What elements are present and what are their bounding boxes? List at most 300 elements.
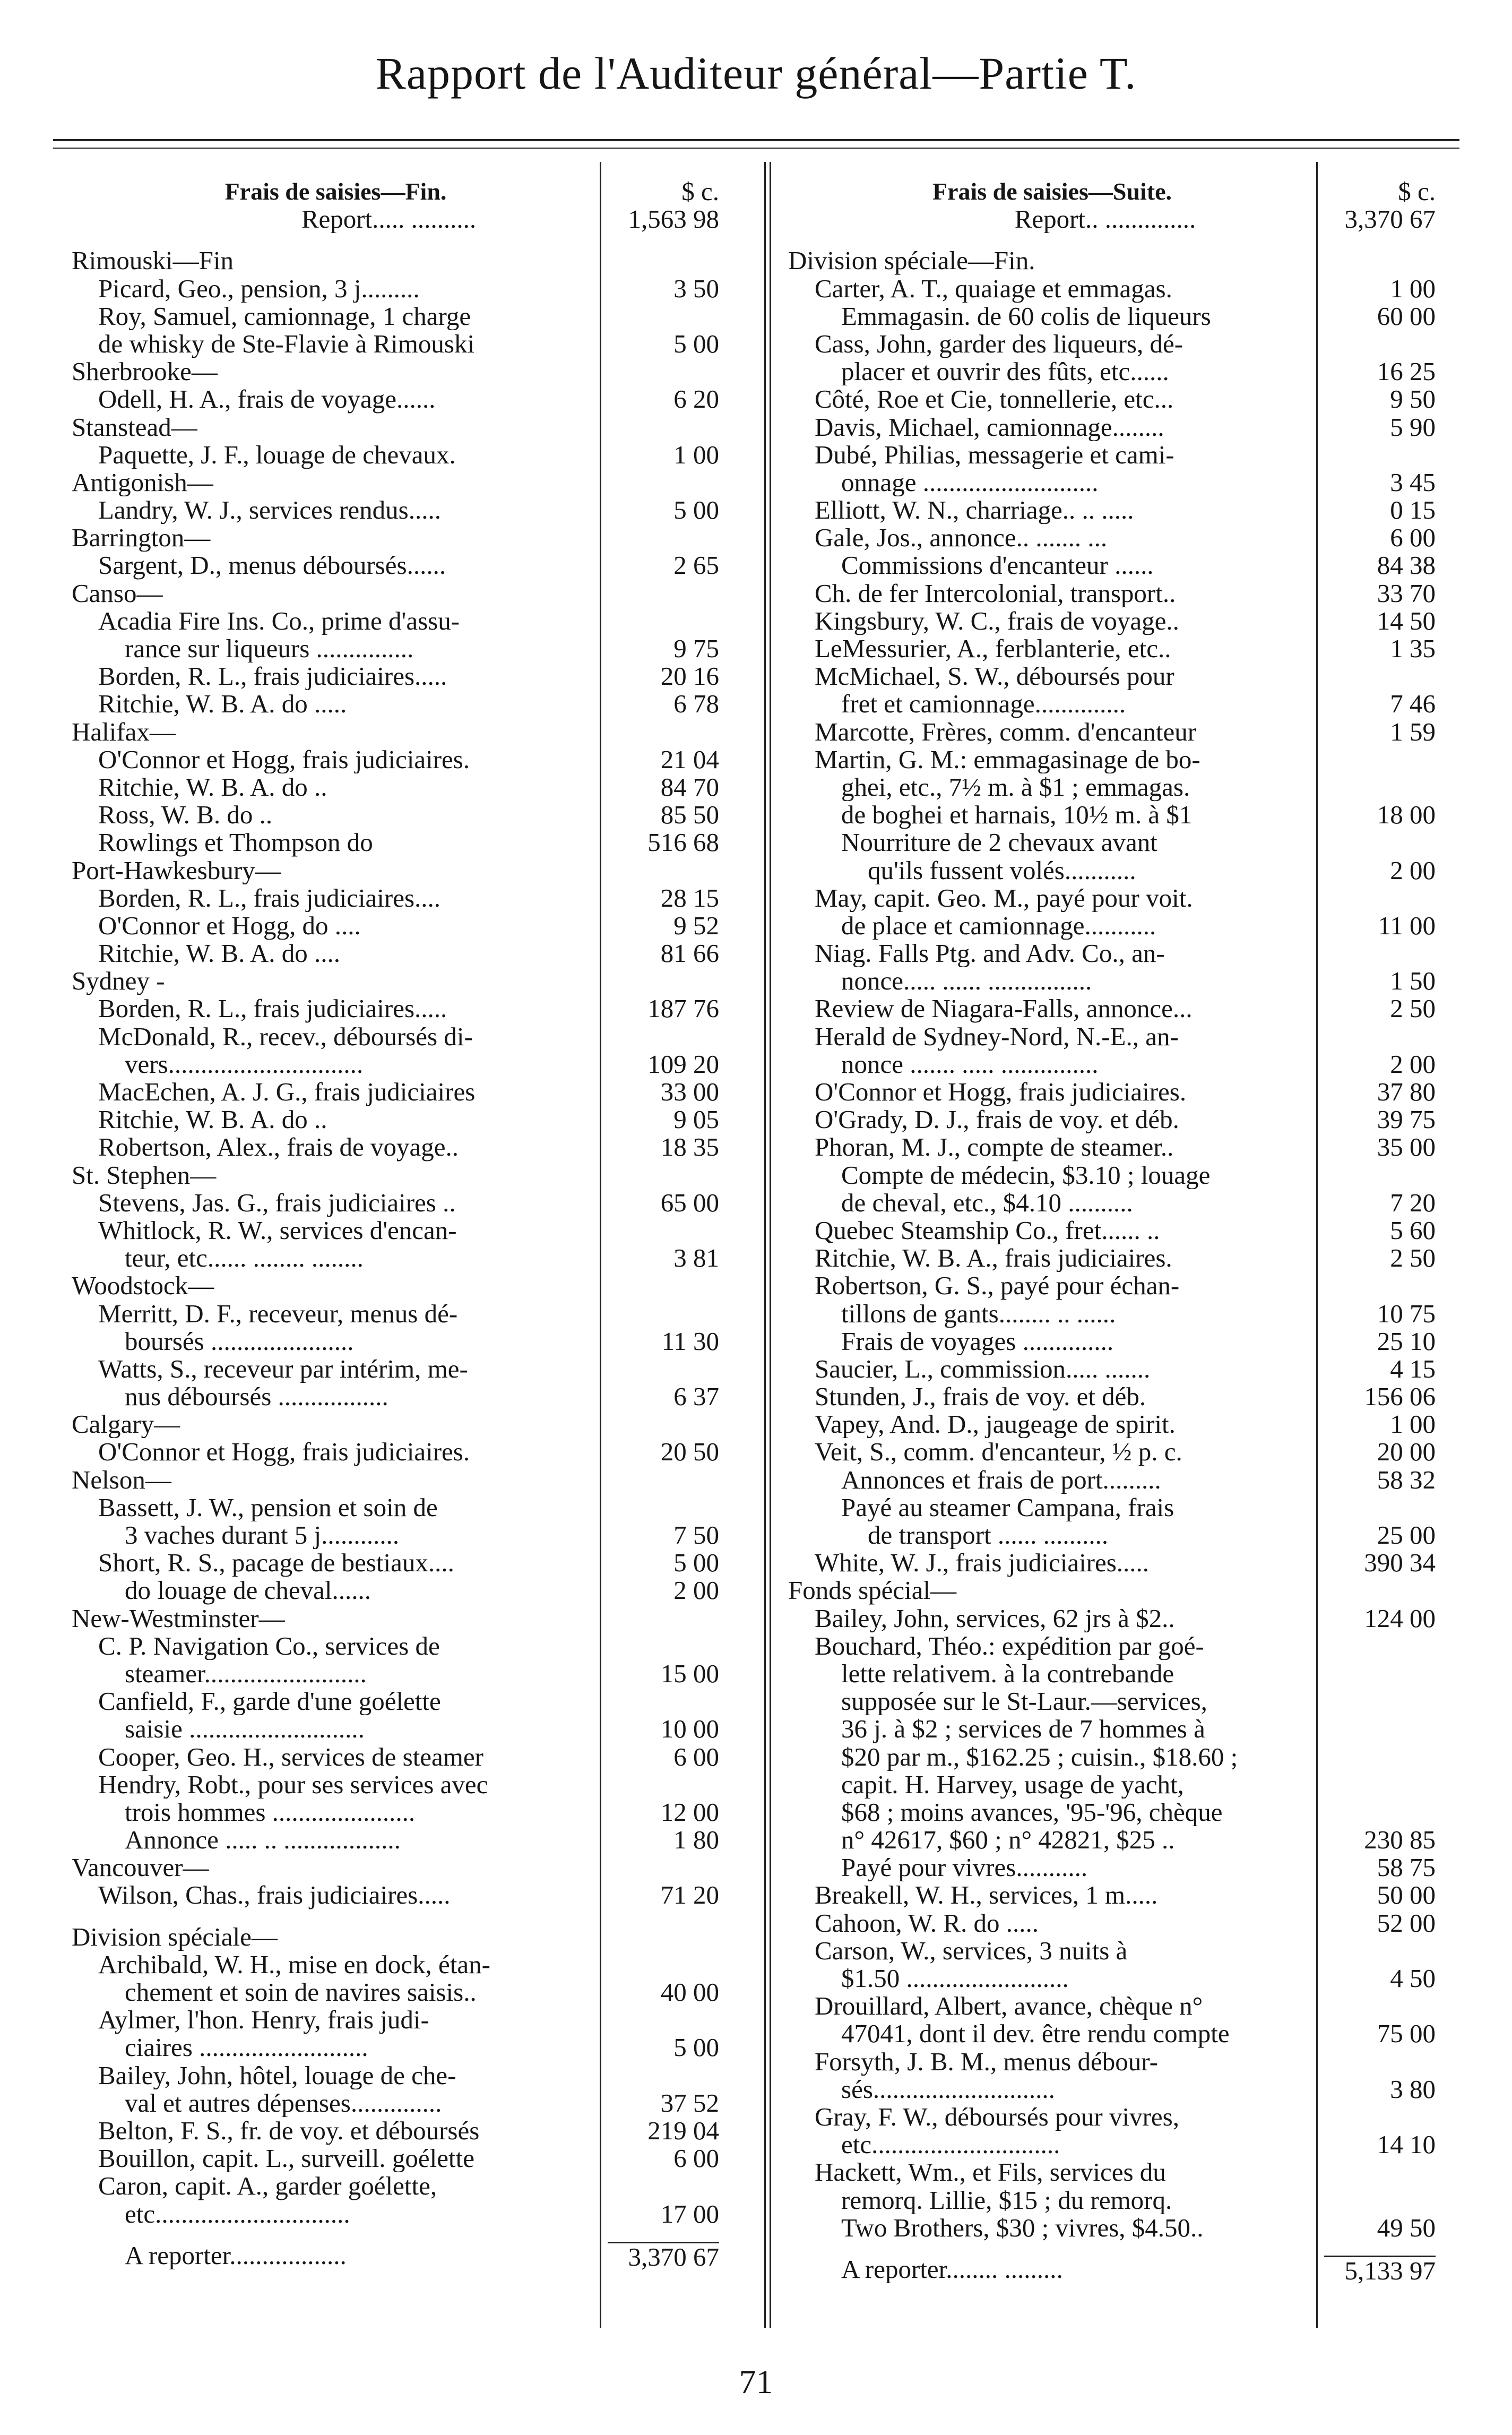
right-ledger-row bbox=[788, 1799, 1465, 1826]
left-ledger-row bbox=[72, 1688, 748, 1715]
entry-amount: 33 70 bbox=[1377, 578, 1436, 608]
right-ledger-row bbox=[788, 995, 1465, 1022]
left-ledger-row bbox=[72, 1023, 748, 1051]
entry-description: Stevens, Jas. G., frais judiciaires .. bbox=[98, 1189, 456, 1217]
entry-description: Frais de voyages .............. bbox=[841, 1327, 1114, 1355]
right-ledger-row bbox=[788, 303, 1465, 330]
entry-amount: 5 00 bbox=[673, 2033, 719, 2062]
right-ledger-row bbox=[788, 1161, 1465, 1189]
entry-description: Payé au steamer Campana, frais bbox=[841, 1493, 1174, 1522]
left-ledger-rows bbox=[72, 205, 748, 2269]
entry-amount: 6 78 bbox=[673, 689, 719, 719]
entry-amount: 109 20 bbox=[647, 1049, 719, 1079]
left-ledger-row bbox=[72, 1051, 748, 1078]
right-ledger-row bbox=[788, 275, 1465, 303]
right-ledger-row bbox=[788, 1078, 1465, 1106]
right-ledger-row bbox=[788, 1632, 1465, 1660]
entry-amount: 1 00 bbox=[1390, 1409, 1436, 1439]
right-ledger-row bbox=[788, 1992, 1465, 2020]
entry-amount: 3 45 bbox=[1390, 467, 1436, 497]
entry-description: nonce ....... ..... ............... bbox=[841, 1050, 1099, 1079]
entry-description: qu'ils fussent volés........... bbox=[868, 856, 1136, 884]
entry-description: Carson, W., services, 3 nuits à bbox=[815, 1937, 1128, 1965]
left-ledger-row bbox=[72, 912, 748, 940]
entry-description: ciaires .......................... bbox=[125, 2034, 368, 2062]
entry-amount: 10 00 bbox=[660, 1714, 719, 1744]
right-ledger-row bbox=[788, 607, 1465, 635]
entry-description: de boghei et harnais, 10½ m. à $1 bbox=[841, 801, 1193, 829]
left-ledger-row bbox=[72, 1410, 748, 1438]
right-ledger-row bbox=[788, 1605, 1465, 1632]
entry-description: Port-Hawkesbury— bbox=[72, 856, 281, 884]
entry-description: White, W. J., frais judiciaires..... bbox=[815, 1549, 1150, 1577]
entry-description: Annonces et frais de port......... bbox=[841, 1466, 1161, 1494]
left-ledger-row bbox=[72, 1383, 748, 1410]
entry-amount: 3,370 67 bbox=[608, 2242, 719, 2271]
entry-description: McMichael, S. W., déboursés pour bbox=[815, 662, 1174, 691]
entry-amount: 2 00 bbox=[1390, 855, 1436, 885]
right-ledger-row bbox=[788, 552, 1465, 579]
entry-description: Hackett, Wm., et Fils, services du bbox=[815, 2158, 1166, 2187]
entry-description: placer et ouvrir des fûts, etc...... bbox=[841, 358, 1169, 386]
entry-description: Marcotte, Frères, comm. d'encanteur bbox=[815, 718, 1197, 746]
right-ledger-row bbox=[788, 1466, 1465, 1494]
entry-description: teur, etc...... ........ ........ bbox=[125, 1244, 364, 1272]
entry-description: Paquette, J. F., louage de chevaux. bbox=[98, 441, 456, 469]
entry-description: Ritchie, W. B. A. do .. bbox=[98, 1106, 327, 1134]
right-ledger-row bbox=[788, 1965, 1465, 1992]
entry-description: vers.............................. bbox=[125, 1050, 364, 1079]
right-ledger-row bbox=[788, 205, 1465, 233]
entry-amount: 20 50 bbox=[660, 1437, 719, 1467]
entry-amount: 156 06 bbox=[1364, 1382, 1436, 1412]
entry-description: Cass, John, garder des liqueurs, dé- bbox=[815, 330, 1183, 358]
right-ledger-row bbox=[788, 2103, 1465, 2131]
right-ledger-row bbox=[788, 414, 1465, 441]
left-ledger-row bbox=[72, 580, 748, 607]
entry-description: de transport ...... .......... bbox=[868, 1521, 1109, 1550]
right-ledger-row bbox=[788, 524, 1465, 552]
entry-description: Vancouver— bbox=[72, 1854, 209, 1882]
entry-amount: 18 35 bbox=[660, 1132, 719, 1162]
right-ledger-row bbox=[788, 1106, 1465, 1133]
entry-description: Annonce ..... .. .................. bbox=[125, 1826, 401, 1854]
entry-amount: 49 50 bbox=[1377, 2213, 1436, 2242]
left-ledger-row bbox=[72, 469, 748, 496]
entry-description: Calgary— bbox=[72, 1410, 180, 1439]
right-ledger-row bbox=[788, 1909, 1465, 1937]
left-ledger-row bbox=[72, 857, 748, 884]
entry-description: Gray, F. W., déboursés pour vivres, bbox=[815, 2103, 1179, 2131]
left-ledger-row bbox=[72, 441, 748, 469]
right-ledger-row bbox=[788, 2242, 1465, 2256]
right-ledger-row bbox=[788, 1328, 1465, 1355]
entry-description: Odell, H. A., frais de voyage...... bbox=[98, 385, 436, 414]
entry-description: Martin, G. M.: emmagasinage de bo- bbox=[815, 745, 1200, 773]
entry-description: Herald de Sydney-Nord, N.-E., an- bbox=[815, 1022, 1179, 1051]
entry-description: Ritchie, W. B. A. do .... bbox=[98, 940, 341, 968]
entry-amount: 50 00 bbox=[1377, 1880, 1436, 1910]
right-ledger-row bbox=[788, 358, 1465, 385]
left-ledger-row bbox=[72, 552, 748, 579]
entry-amount: 3,370 67 bbox=[1344, 204, 1436, 234]
left-heading: Frais de saisies—Fin. bbox=[224, 178, 447, 205]
left-ledger-row bbox=[72, 1328, 748, 1355]
entry-amount: 9 75 bbox=[673, 634, 719, 663]
left-ledger-row bbox=[72, 1161, 748, 1189]
right-ledger-row bbox=[788, 1549, 1465, 1577]
entry-description: tillons de gants........ .. ...... bbox=[841, 1300, 1116, 1328]
entry-amount: 12 00 bbox=[660, 1797, 719, 1827]
entry-description: Phoran, M. J., compte de steamer.. bbox=[815, 1133, 1174, 1161]
entry-description: trois hommes ...................... bbox=[125, 1798, 416, 1827]
right-ledger-row bbox=[788, 1660, 1465, 1688]
left-ledger-row bbox=[72, 205, 748, 233]
right-ledger-row bbox=[788, 773, 1465, 801]
entry-description: Caron, capit. A., garder goélette, bbox=[98, 2172, 437, 2200]
left-ledger-row bbox=[72, 801, 748, 829]
entry-description: Sargent, D., menus déboursés...... bbox=[98, 552, 446, 580]
entry-description: Rimouski—Fin bbox=[72, 247, 234, 275]
entry-amount: 6 20 bbox=[673, 384, 719, 414]
right-ledger-row bbox=[788, 2020, 1465, 2047]
entry-amount: 1 00 bbox=[1390, 273, 1436, 303]
entry-description: etc............................. bbox=[841, 2131, 1060, 2159]
entry-description: Payé pour vivres........... bbox=[841, 1854, 1088, 1882]
entry-description: O'Connor et Hogg, frais judiciaires. bbox=[98, 1438, 470, 1466]
entry-description: Short, R. S., pacage de bestiaux.... bbox=[98, 1549, 454, 1577]
right-heading: Frais de saisies—Suite. bbox=[932, 178, 1172, 205]
left-ledger-row bbox=[72, 233, 748, 247]
left-ledger-row bbox=[72, 1799, 748, 1826]
left-ledger-row bbox=[72, 1494, 748, 1521]
entry-amount: 71 20 bbox=[660, 1880, 719, 1910]
right-ledger-row bbox=[788, 829, 1465, 856]
entry-description: McDonald, R., recev., déboursés di- bbox=[98, 1022, 473, 1051]
entry-amount: 5,133 97 bbox=[1324, 2256, 1436, 2285]
entry-amount: 219 04 bbox=[647, 2115, 719, 2145]
entry-description: St. Stephen— bbox=[72, 1161, 217, 1189]
right-ledger-row bbox=[788, 385, 1465, 413]
entry-description: Forsyth, J. B. M., menus débour- bbox=[815, 2047, 1158, 2076]
entry-amount: 516 68 bbox=[647, 828, 719, 857]
header-rule-top bbox=[53, 139, 1459, 141]
right-ledger-row bbox=[788, 1881, 1465, 1909]
entry-description: Gale, Jos., annonce.. ....... ... bbox=[815, 524, 1108, 552]
left-ledger-row bbox=[72, 358, 748, 385]
right-ledger-row bbox=[788, 1383, 1465, 1410]
entry-amount: 11 00 bbox=[1378, 910, 1436, 940]
right-ledger-row bbox=[788, 1854, 1465, 1881]
entry-description: Niag. Falls Ptg. and Adv. Co., an- bbox=[815, 940, 1165, 968]
left-ledger-row bbox=[72, 2006, 748, 2034]
entry-amount: 0 15 bbox=[1390, 495, 1436, 525]
left-ledger-row bbox=[72, 1881, 748, 1909]
header-rule-bottom bbox=[53, 148, 1459, 149]
entry-amount: 14 50 bbox=[1377, 606, 1436, 635]
left-ledger-row bbox=[72, 1923, 748, 1951]
left-ledger-row bbox=[72, 247, 748, 274]
entry-amount: 28 15 bbox=[660, 883, 719, 913]
entry-description: Two Brothers, $30 ; vivres, $4.50.. bbox=[841, 2214, 1204, 2242]
entry-amount: 37 52 bbox=[660, 2088, 719, 2118]
entry-description: Fonds spécial— bbox=[788, 1577, 957, 1605]
right-ledger-row bbox=[788, 2048, 1465, 2076]
entry-description: Archibald, W. H., mise en dock, étan- bbox=[98, 1950, 490, 1979]
entry-amount: 84 38 bbox=[1377, 550, 1436, 580]
left-ledger-row bbox=[72, 1438, 748, 1466]
entry-description: O'Grady, D. J., frais de voy. et déb. bbox=[815, 1106, 1179, 1134]
page-title: Rapport de l'Auditeur général—Partie T. bbox=[375, 48, 1137, 99]
entry-description: Halifax— bbox=[72, 718, 176, 746]
right-ledger-row bbox=[788, 441, 1465, 469]
left-column bbox=[72, 178, 748, 2322]
entry-description: Wilson, Chas., frais judiciaires..... bbox=[98, 1881, 451, 1909]
entry-amount: 5 60 bbox=[1390, 1215, 1436, 1245]
page-number: 71 bbox=[739, 2363, 773, 2400]
entry-description: Drouillard, Albert, avance, chèque n° bbox=[815, 1992, 1203, 2020]
left-ledger-row bbox=[72, 1605, 748, 1632]
left-ledger-row bbox=[72, 1106, 748, 1133]
left-ledger-row bbox=[72, 1466, 748, 1494]
entry-description: Cooper, Geo. H., services de steamer bbox=[98, 1743, 483, 1771]
left-ledger-row bbox=[72, 884, 748, 912]
entry-description: do louage de cheval...... bbox=[125, 1577, 371, 1605]
entry-description: n° 42617, $60 ; n° 42821, $25 .. bbox=[841, 1826, 1175, 1854]
center-divider-2 bbox=[770, 162, 771, 2328]
entry-amount: 58 75 bbox=[1377, 1853, 1436, 1882]
entry-amount: 6 37 bbox=[673, 1382, 719, 1412]
entry-description: O'Connor et Hogg, do .... bbox=[98, 911, 361, 940]
entry-description: Ritchie, W. B. A. do .. bbox=[98, 773, 327, 802]
left-ledger-row bbox=[72, 1133, 748, 1161]
right-ledger-rows bbox=[788, 205, 1465, 2283]
entry-amount: 2 00 bbox=[1390, 1049, 1436, 1079]
entry-description: ghei, etc., 7½ m. à $1 ; emmagas. bbox=[841, 773, 1190, 802]
entry-description: etc.............................. bbox=[125, 2200, 350, 2228]
entry-description: $20 par m., $162.25 ; cuisin., $18.60 ; bbox=[841, 1743, 1238, 1771]
left-ledger-row bbox=[72, 275, 748, 303]
left-ledger-row bbox=[72, 1355, 748, 1383]
entry-description: LeMessurier, A., ferblanterie, etc.. bbox=[815, 635, 1171, 663]
entry-description: remorq. Lillie, $15 ; du remorq. bbox=[841, 2186, 1172, 2214]
entry-description: Barrington— bbox=[72, 524, 211, 552]
right-column-header bbox=[788, 178, 1465, 205]
entry-description: Canso— bbox=[72, 579, 163, 607]
right-ledger-row bbox=[788, 884, 1465, 912]
entry-description: Kingsbury, W. C., frais de voyage.. bbox=[815, 607, 1179, 635]
entry-description: supposée sur le St-Laur.—services, bbox=[841, 1688, 1207, 1716]
right-ledger-row bbox=[788, 1743, 1465, 1771]
entry-description: Compte de médecin, $3.10 ; louage bbox=[841, 1161, 1211, 1189]
right-ledger-row bbox=[788, 1410, 1465, 1438]
right-ledger-row bbox=[788, 1300, 1465, 1328]
entry-description: Quebec Steamship Co., fret...... .. bbox=[815, 1216, 1160, 1245]
left-ledger-row bbox=[72, 1909, 748, 1923]
left-ledger-row bbox=[72, 496, 748, 524]
left-ledger-row bbox=[72, 635, 748, 662]
entry-description: Hendry, Robt., pour ses services avec bbox=[98, 1770, 488, 1799]
entry-amount: 16 25 bbox=[1377, 357, 1436, 386]
entry-description: Emmagasin. de 60 colis de liqueurs bbox=[841, 302, 1211, 330]
right-ledger-row bbox=[788, 233, 1465, 247]
entry-description: Bailey, John, hôtel, louage de che- bbox=[98, 2061, 456, 2089]
left-ledger-row bbox=[72, 385, 748, 413]
entry-amount: 65 00 bbox=[660, 1188, 719, 1217]
entry-amount: 2 00 bbox=[673, 1576, 719, 1605]
entry-amount: 2 65 bbox=[673, 550, 719, 580]
right-ledger-row bbox=[788, 1133, 1465, 1161]
entry-amount: 40 00 bbox=[660, 1977, 719, 2007]
entry-description: Vapey, And. D., jaugeage de spirit. bbox=[815, 1410, 1176, 1439]
left-ledger-row bbox=[72, 1300, 748, 1328]
right-ledger-row bbox=[788, 912, 1465, 940]
entry-description: Cahoon, W. R. do ..... bbox=[815, 1909, 1039, 1937]
entry-description: Whitlock, R. W., services d'encan- bbox=[98, 1216, 457, 1245]
entry-description: Antigonish— bbox=[72, 468, 213, 497]
entry-description: fret et camionnage.............. bbox=[841, 690, 1126, 718]
right-ledger-row bbox=[788, 718, 1465, 746]
entry-description: rance sur liqueurs ............... bbox=[125, 635, 414, 663]
right-ledger-row bbox=[788, 746, 1465, 773]
entry-description: Roy, Samuel, camionnage, 1 charge bbox=[98, 302, 471, 330]
entry-amount: 230 85 bbox=[1364, 1825, 1436, 1855]
right-ledger-row bbox=[788, 580, 1465, 607]
entry-amount: 18 00 bbox=[1377, 800, 1436, 830]
entry-description: MacEchen, A. J. G., frais judiciaires bbox=[98, 1078, 476, 1106]
entry-amount: 21 04 bbox=[660, 744, 719, 774]
entry-amount: 390 34 bbox=[1364, 1548, 1436, 1578]
entry-amount: 81 66 bbox=[660, 939, 719, 968]
entry-amount: 17 00 bbox=[660, 2199, 719, 2229]
entry-description: Borden, R. L., frais judiciaires..... bbox=[98, 995, 447, 1023]
entry-amount: 3 50 bbox=[673, 273, 719, 303]
entry-description: lette relativem. à la contrebande bbox=[841, 1659, 1174, 1688]
left-ledger-row bbox=[72, 1632, 748, 1660]
entry-amount: 20 16 bbox=[660, 661, 719, 691]
left-ledger-row bbox=[72, 2172, 748, 2200]
left-ledger-row bbox=[72, 1521, 748, 1549]
entry-amount: 7 46 bbox=[1390, 689, 1436, 719]
right-ledger-row bbox=[788, 940, 1465, 967]
right-ledger-row bbox=[788, 496, 1465, 524]
entry-description: Watts, S., receveur par intérim, me- bbox=[98, 1355, 468, 1383]
entry-amount: 58 32 bbox=[1377, 1465, 1436, 1494]
entry-amount: 1 00 bbox=[673, 440, 719, 469]
left-ledger-row bbox=[72, 1951, 748, 1978]
entry-amount: 1 50 bbox=[1390, 966, 1436, 996]
left-column-header bbox=[72, 178, 748, 205]
entry-description: de whisky de Ste-Flavie à Rimouski bbox=[98, 330, 475, 358]
entry-amount: 5 90 bbox=[1390, 412, 1436, 442]
entry-amount: 4 15 bbox=[1390, 1354, 1436, 1383]
left-ledger-row bbox=[72, 2200, 748, 2228]
entry-amount: 1,563 98 bbox=[628, 204, 719, 234]
entry-description: Elliott, W. N., charriage.. .. ..... bbox=[815, 496, 1134, 524]
entry-description: sés............................ bbox=[841, 2075, 1055, 2103]
left-ledger-row bbox=[72, 690, 748, 718]
entry-description: Landry, W. J., services rendus..... bbox=[98, 496, 441, 524]
right-ledger-row bbox=[788, 857, 1465, 884]
right-ledger-row bbox=[788, 2187, 1465, 2214]
entry-description: Saucier, L., commission..... ....... bbox=[815, 1355, 1151, 1383]
entry-amount: 6 00 bbox=[673, 2144, 719, 2173]
entry-description: Acadia Fire Ins. Co., prime d'assu- bbox=[98, 607, 460, 635]
right-currency-header: $ c. bbox=[1398, 177, 1436, 206]
right-ledger-row bbox=[788, 1937, 1465, 1965]
left-ledger-row bbox=[72, 1189, 748, 1217]
left-ledger-row bbox=[72, 2242, 748, 2269]
entry-amount: 7 20 bbox=[1390, 1188, 1436, 1217]
right-ledger-row bbox=[788, 1217, 1465, 1244]
left-ledger-row bbox=[72, 607, 748, 635]
entry-amount: 1 35 bbox=[1390, 634, 1436, 663]
left-ledger-row bbox=[72, 829, 748, 856]
right-ledger-row bbox=[788, 1023, 1465, 1051]
right-ledger-row bbox=[788, 1688, 1465, 1715]
entry-amount: 14 10 bbox=[1377, 2130, 1436, 2159]
entry-description: Rowlings et Thompson do bbox=[98, 829, 373, 857]
entry-description: $1.50 ......................... bbox=[841, 1965, 1069, 1993]
entry-description: A reporter.................. bbox=[125, 2241, 347, 2269]
entry-description: Nourriture de 2 chevaux avant bbox=[841, 829, 1157, 857]
right-ledger-row bbox=[788, 1826, 1465, 1854]
entry-description: Ritchie, W. B. A. do ..... bbox=[98, 690, 347, 718]
left-ledger-row bbox=[72, 1660, 748, 1688]
left-ledger-row bbox=[72, 1217, 748, 1244]
entry-description: 47041, dont il dev. être rendu compte bbox=[841, 2020, 1230, 2048]
entry-description: de place et camionnage........... bbox=[841, 911, 1156, 940]
entry-description: A reporter........ ......... bbox=[841, 2255, 1063, 2284]
entry-description: Sydney - bbox=[72, 967, 165, 995]
entry-description: Merritt, D. F., receveur, menus dé- bbox=[98, 1300, 458, 1328]
entry-description: Commissions d'encanteur ...... bbox=[841, 552, 1154, 580]
entry-description: Breakell, W. H., services, 1 m..... bbox=[815, 1881, 1158, 1909]
entry-description: Bouchard, Théo.: expédition par goé- bbox=[815, 1632, 1204, 1660]
entry-amount: 75 00 bbox=[1377, 2019, 1436, 2049]
entry-description: 3 vaches durant 5 j............ bbox=[125, 1521, 400, 1550]
entry-amount: 60 00 bbox=[1377, 301, 1436, 331]
left-ledger-row bbox=[72, 330, 748, 358]
entry-description: Report..... .......... bbox=[301, 205, 477, 234]
entry-description: nus déboursés ................. bbox=[125, 1383, 388, 1411]
right-ledger-row bbox=[788, 801, 1465, 829]
entry-amount: 1 80 bbox=[673, 1825, 719, 1855]
right-ledger-row bbox=[788, 2076, 1465, 2103]
entry-amount: 4 50 bbox=[1390, 1964, 1436, 1993]
entry-amount: 10 75 bbox=[1377, 1298, 1436, 1328]
right-ledger-row bbox=[788, 2131, 1465, 2158]
entry-description: $68 ; moins avances, '95-'96, chèque bbox=[841, 1798, 1223, 1827]
entry-amount: 187 76 bbox=[647, 994, 719, 1023]
entry-amount: 2 50 bbox=[1390, 1243, 1436, 1273]
entry-amount: 11 30 bbox=[661, 1326, 719, 1356]
entry-description: New-Westminster— bbox=[72, 1604, 285, 1632]
entry-amount: 37 80 bbox=[1377, 1077, 1436, 1106]
right-ledger-row bbox=[788, 1577, 1465, 1604]
right-ledger-row bbox=[788, 2214, 1465, 2242]
entry-description: May, capit. Geo. M., payé pour voit. bbox=[815, 884, 1193, 912]
left-ledger-row bbox=[72, 940, 748, 967]
entry-amount: 2 50 bbox=[1390, 994, 1436, 1023]
entry-description: steamer......................... bbox=[125, 1659, 367, 1688]
entry-description: val et autres dépenses.............. bbox=[125, 2089, 442, 2117]
left-ledger-row bbox=[72, 1715, 748, 1743]
entry-amount: 7 50 bbox=[673, 1520, 719, 1550]
entry-amount: 85 50 bbox=[660, 800, 719, 830]
entry-description: Veit, S., comm. d'encanteur, ½ p. c. bbox=[815, 1438, 1182, 1466]
entry-description: Division spéciale—Fin. bbox=[788, 247, 1035, 275]
